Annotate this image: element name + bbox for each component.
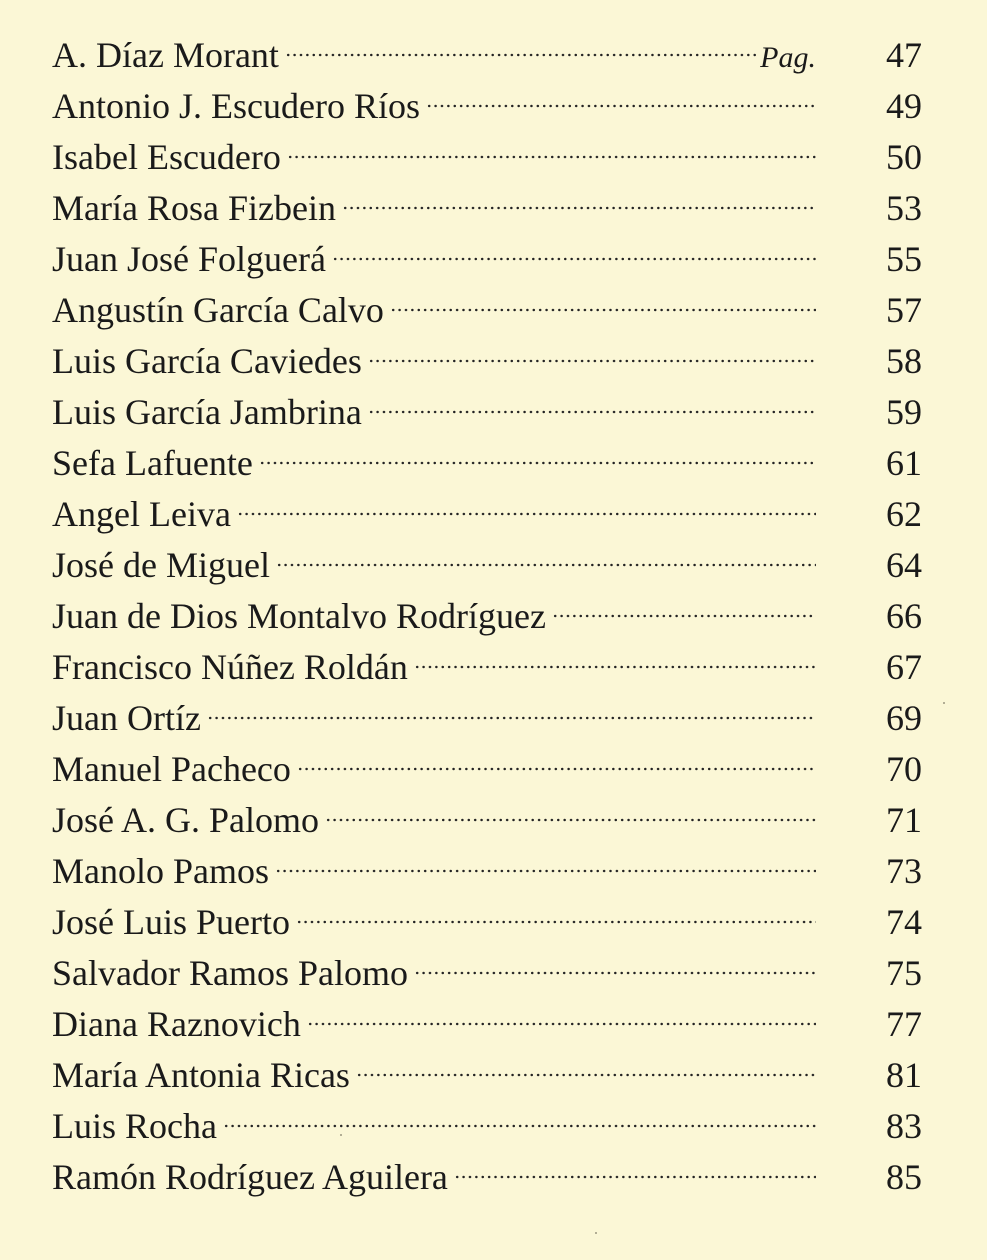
paper-speck bbox=[340, 1134, 342, 1136]
toc-entry bbox=[52, 336, 922, 387]
dot-leader bbox=[285, 49, 756, 61]
toc-entry bbox=[52, 540, 922, 591]
entry-page-number: 64 bbox=[886, 545, 922, 585]
entry-page-number: 57 bbox=[886, 290, 922, 330]
toc-entry bbox=[52, 999, 922, 1050]
entry-author-name: A. Díaz Morant bbox=[52, 35, 279, 75]
entry-page-number: 75 bbox=[886, 953, 922, 993]
dot-leader bbox=[223, 1120, 816, 1132]
entry-author-name: Angustín García Calvo bbox=[52, 290, 384, 330]
entry-page-number: 70 bbox=[886, 749, 922, 789]
entry-author-name: Angel Leiva bbox=[52, 494, 231, 534]
entry-page-number: 55 bbox=[886, 239, 922, 279]
entry-page-number: 71 bbox=[886, 800, 922, 840]
entry-author-name: Salvador Ramos Palomo bbox=[52, 953, 408, 993]
entry-author-name: María Rosa Fizbein bbox=[52, 188, 336, 228]
entry-author-name: Juan José Folguerá bbox=[52, 239, 326, 279]
page-abbreviation: Pag. bbox=[760, 41, 816, 74]
toc-entry bbox=[52, 132, 922, 183]
dot-leader bbox=[552, 610, 816, 622]
toc-entry bbox=[52, 183, 922, 234]
entry-page-number: 66 bbox=[886, 596, 922, 636]
entry-author-name: Ramón Rodríguez Aguilera bbox=[52, 1157, 448, 1197]
toc-entry bbox=[52, 30, 922, 81]
entry-page-number: 83 bbox=[886, 1106, 922, 1146]
entry-page-number: 73 bbox=[886, 851, 922, 891]
entry-page-number: 85 bbox=[886, 1157, 922, 1197]
entry-page-number: 81 bbox=[886, 1055, 922, 1095]
toc-entry bbox=[52, 489, 922, 540]
dot-leader bbox=[307, 1018, 816, 1030]
entry-page-number: 77 bbox=[886, 1004, 922, 1044]
dot-leader bbox=[325, 814, 816, 826]
dot-leader bbox=[259, 457, 816, 469]
entry-page-number: 69 bbox=[886, 698, 922, 738]
paper-speck bbox=[595, 1232, 597, 1234]
entry-author-name: Manuel Pacheco bbox=[52, 749, 291, 789]
entry-author-name: Francisco Núñez Roldán bbox=[52, 647, 408, 687]
entry-page-number: 61 bbox=[886, 443, 922, 483]
dot-leader bbox=[390, 304, 816, 316]
dot-leader bbox=[454, 1171, 816, 1183]
toc-entry bbox=[52, 1152, 922, 1203]
entry-page-number: 50 bbox=[886, 137, 922, 177]
entry-page-number: 74 bbox=[886, 902, 922, 942]
toc-entry bbox=[52, 387, 922, 438]
toc-entry bbox=[52, 1101, 922, 1152]
entry-page-number: 59 bbox=[886, 392, 922, 432]
toc-entry bbox=[52, 234, 922, 285]
toc-entry bbox=[52, 897, 922, 948]
entry-author-name: Manolo Pamos bbox=[52, 851, 270, 891]
entry-page-number: 58 bbox=[886, 341, 922, 381]
dot-leader bbox=[332, 253, 816, 265]
dot-leader bbox=[426, 100, 816, 112]
dot-leader bbox=[368, 406, 816, 418]
table-of-contents bbox=[52, 30, 922, 1203]
entry-author-name: José de Miguel bbox=[52, 545, 270, 585]
toc-entry bbox=[52, 846, 922, 897]
toc-entry bbox=[52, 693, 922, 744]
entry-author-name: María Antonia Ricas bbox=[52, 1055, 350, 1095]
toc-entry bbox=[52, 591, 922, 642]
entry-page-number: 67 bbox=[886, 647, 922, 687]
toc-entry bbox=[52, 744, 922, 795]
dot-leader bbox=[207, 712, 816, 724]
dot-leader bbox=[296, 916, 816, 928]
entry-page-number: 47 bbox=[886, 35, 922, 75]
toc-entry bbox=[52, 81, 922, 132]
toc-entry bbox=[52, 948, 922, 999]
entry-author-name: José Luis Puerto bbox=[52, 902, 290, 942]
dot-leader bbox=[368, 355, 816, 367]
dot-leader bbox=[414, 967, 816, 979]
dot-leader bbox=[237, 508, 816, 520]
toc-entry bbox=[52, 438, 922, 489]
toc-entry bbox=[52, 1050, 922, 1101]
entry-author-name: Luis García Jambrina bbox=[52, 392, 362, 432]
entry-author-name: José A. G. Palomo bbox=[52, 800, 320, 840]
entry-author-name: Sefa Lafuente bbox=[52, 443, 253, 483]
dot-leader bbox=[287, 151, 816, 163]
entry-page-number: 62 bbox=[886, 494, 922, 534]
dot-leader bbox=[276, 559, 816, 571]
entry-author-name: Diana Raznovich bbox=[52, 1004, 301, 1044]
toc-entry bbox=[52, 285, 922, 336]
toc-entry bbox=[52, 795, 922, 846]
entry-author-name: Luis García Caviedes bbox=[52, 341, 362, 381]
entry-author-name: Juan de Dios Montalvo Rodríguez bbox=[52, 596, 546, 636]
dot-leader bbox=[342, 202, 816, 214]
entry-author-name: Antonio J. Escudero Ríos bbox=[52, 86, 420, 126]
dot-leader bbox=[275, 865, 816, 877]
dot-leader bbox=[297, 763, 816, 775]
entry-page-number: 49 bbox=[886, 86, 922, 126]
entry-author-name: Juan Ortíz bbox=[52, 698, 201, 738]
dot-leader bbox=[356, 1069, 816, 1081]
dot-leader bbox=[414, 661, 816, 673]
toc-entry bbox=[52, 642, 922, 693]
entry-author-name: Isabel Escudero bbox=[52, 137, 281, 177]
entry-author-name: Luis Rocha bbox=[52, 1106, 217, 1146]
entry-page-number: 53 bbox=[886, 188, 922, 228]
paper-speck bbox=[943, 702, 945, 704]
